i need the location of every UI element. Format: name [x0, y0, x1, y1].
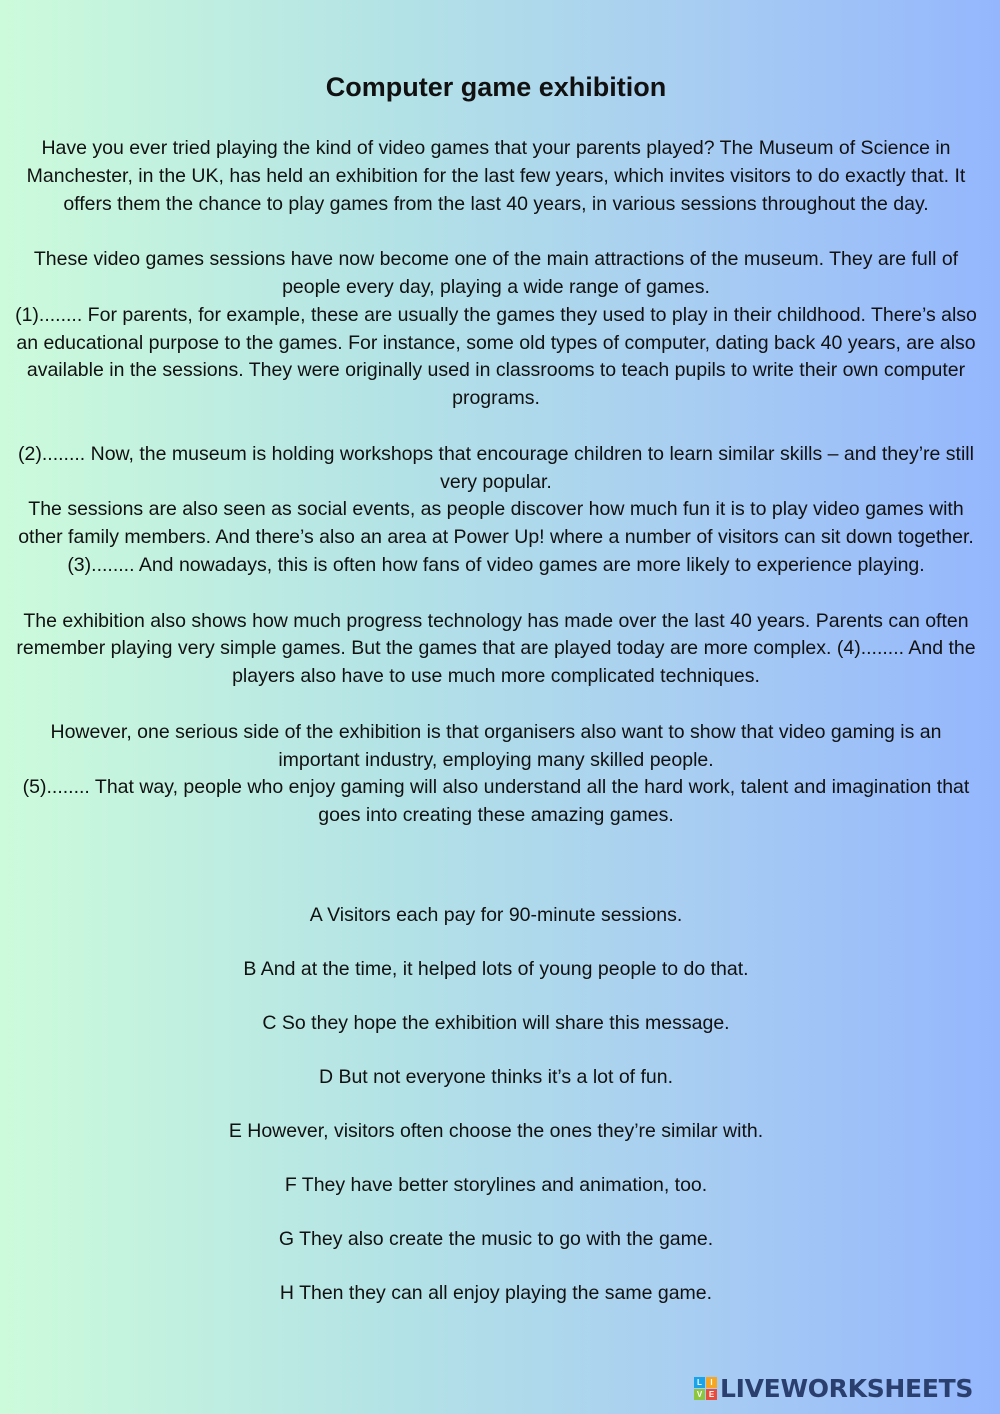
paragraph-gap-4: The exhibition also shows how much progress technology has made over the last 40 years. Parents can often remember playing very simple games. But the games that are played today are more complex. (4)........ And the players also have to use much more complicated techniques. — [16, 609, 976, 688]
option-f: F They have better storylines and animation, too. — [284, 1174, 708, 1196]
option-c: C So they hope the exhibition will share this message. — [262, 1012, 730, 1034]
option-a: A Visitors each pay for 90-minute sessions. — [309, 904, 683, 926]
paragraph-gap-2: (2)........ Now, the museum is holding workshops that encourage children to learn similar skills – and they’re still very popular. — [18, 442, 974, 493]
paragraph-sessions: These video games sessions have now become one of the main attractions of the museum. They are full of people every day, playing a wide range of games. — [33, 248, 959, 298]
paragraph-industry: However, one serious side of the exhibition is that organisers also want to show that video gaming is an important industry, employing many skilled people. — [50, 720, 942, 771]
option-d: D But not everyone thinks it’s a lot of fun. — [318, 1066, 674, 1088]
option-g: G They also create the music to go with the game. — [278, 1228, 714, 1250]
logo-mark-icon — [694, 1377, 717, 1400]
page-title: Computer game exhibition — [325, 72, 667, 102]
answer-options — [0, 901, 992, 1333]
option-h: H Then they can all enjoy playing the same game. — [279, 1282, 713, 1304]
logo-mark-e: E — [706, 1389, 717, 1400]
logo-text: LIVEWORKSHEETS — [720, 1374, 974, 1403]
paragraph-intro: Have you ever tried playing the kind of video games that your parents played? The Museum of Science in Manchester, in the UK, has held an exhibition for the last few years, which invites visitors to do exactly that. It offers them the chance to play games from the last 40 years, in various sessions throughout the day. — [26, 137, 966, 215]
logo-mark-v: V — [694, 1389, 705, 1400]
liveworksheets-logo — [694, 1374, 973, 1403]
option-b: B And at the time, it helped lots of young people to do that. — [243, 958, 749, 980]
logo-mark-l: L — [694, 1377, 705, 1388]
option-e: E However, visitors often choose the ones they’re similar with. — [228, 1120, 764, 1142]
paragraph-gap-1: (1)........ For parents, for example, these are usually the games they used to play in their childhood. There’s also an educational purpose to the games. For instance, some old types of computer, dating back 40 years, are also available in the sessions. They were originally used in classrooms to teach pupils to write their own computer programs. — [15, 303, 977, 410]
paragraph-gap-3: The sessions are also seen as social events, as people discover how much fun it is to play video games with other family members. And there’s also an area at Power Up! where a number of visitors can sit down together. (3)........ And nowadays, this is often how fans of video games are more likely to experience playing. — [18, 498, 974, 576]
paragraph-gap-5: (5)........ That way, people who enjoy gaming will also understand all the hard work, talent and imagination that goes into creating these amazing games. — [22, 776, 970, 827]
logo-mark-i: I — [706, 1377, 717, 1388]
article-body — [12, 135, 980, 830]
